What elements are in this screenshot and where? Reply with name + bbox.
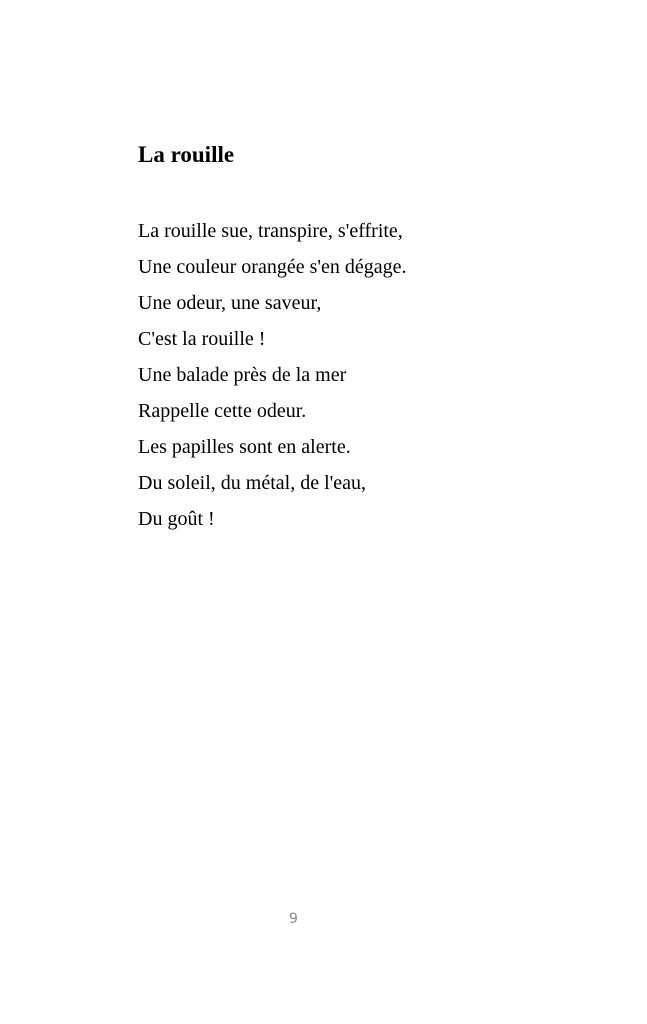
poem-line: Une balade près de la mer: [138, 364, 347, 386]
poem-body: [138, 213, 406, 537]
poem-line: C'est la rouille !: [138, 328, 266, 350]
poem-line: La rouille sue, transpire, s'effrite,: [138, 220, 403, 242]
poem-title: La rouille: [138, 142, 235, 167]
page-number: 9: [289, 911, 298, 927]
poem-line: Rappelle cette odeur.: [138, 400, 307, 422]
poem-line: Une odeur, une saveur,: [138, 292, 322, 314]
poem-line: Une couleur orangée s'en dégage.: [138, 256, 407, 278]
poem-line: Du soleil, du métal, de l'eau,: [138, 472, 366, 494]
poem-line: Les papilles sont en alerte.: [138, 436, 351, 458]
poem-line: Du goût !: [138, 508, 215, 530]
